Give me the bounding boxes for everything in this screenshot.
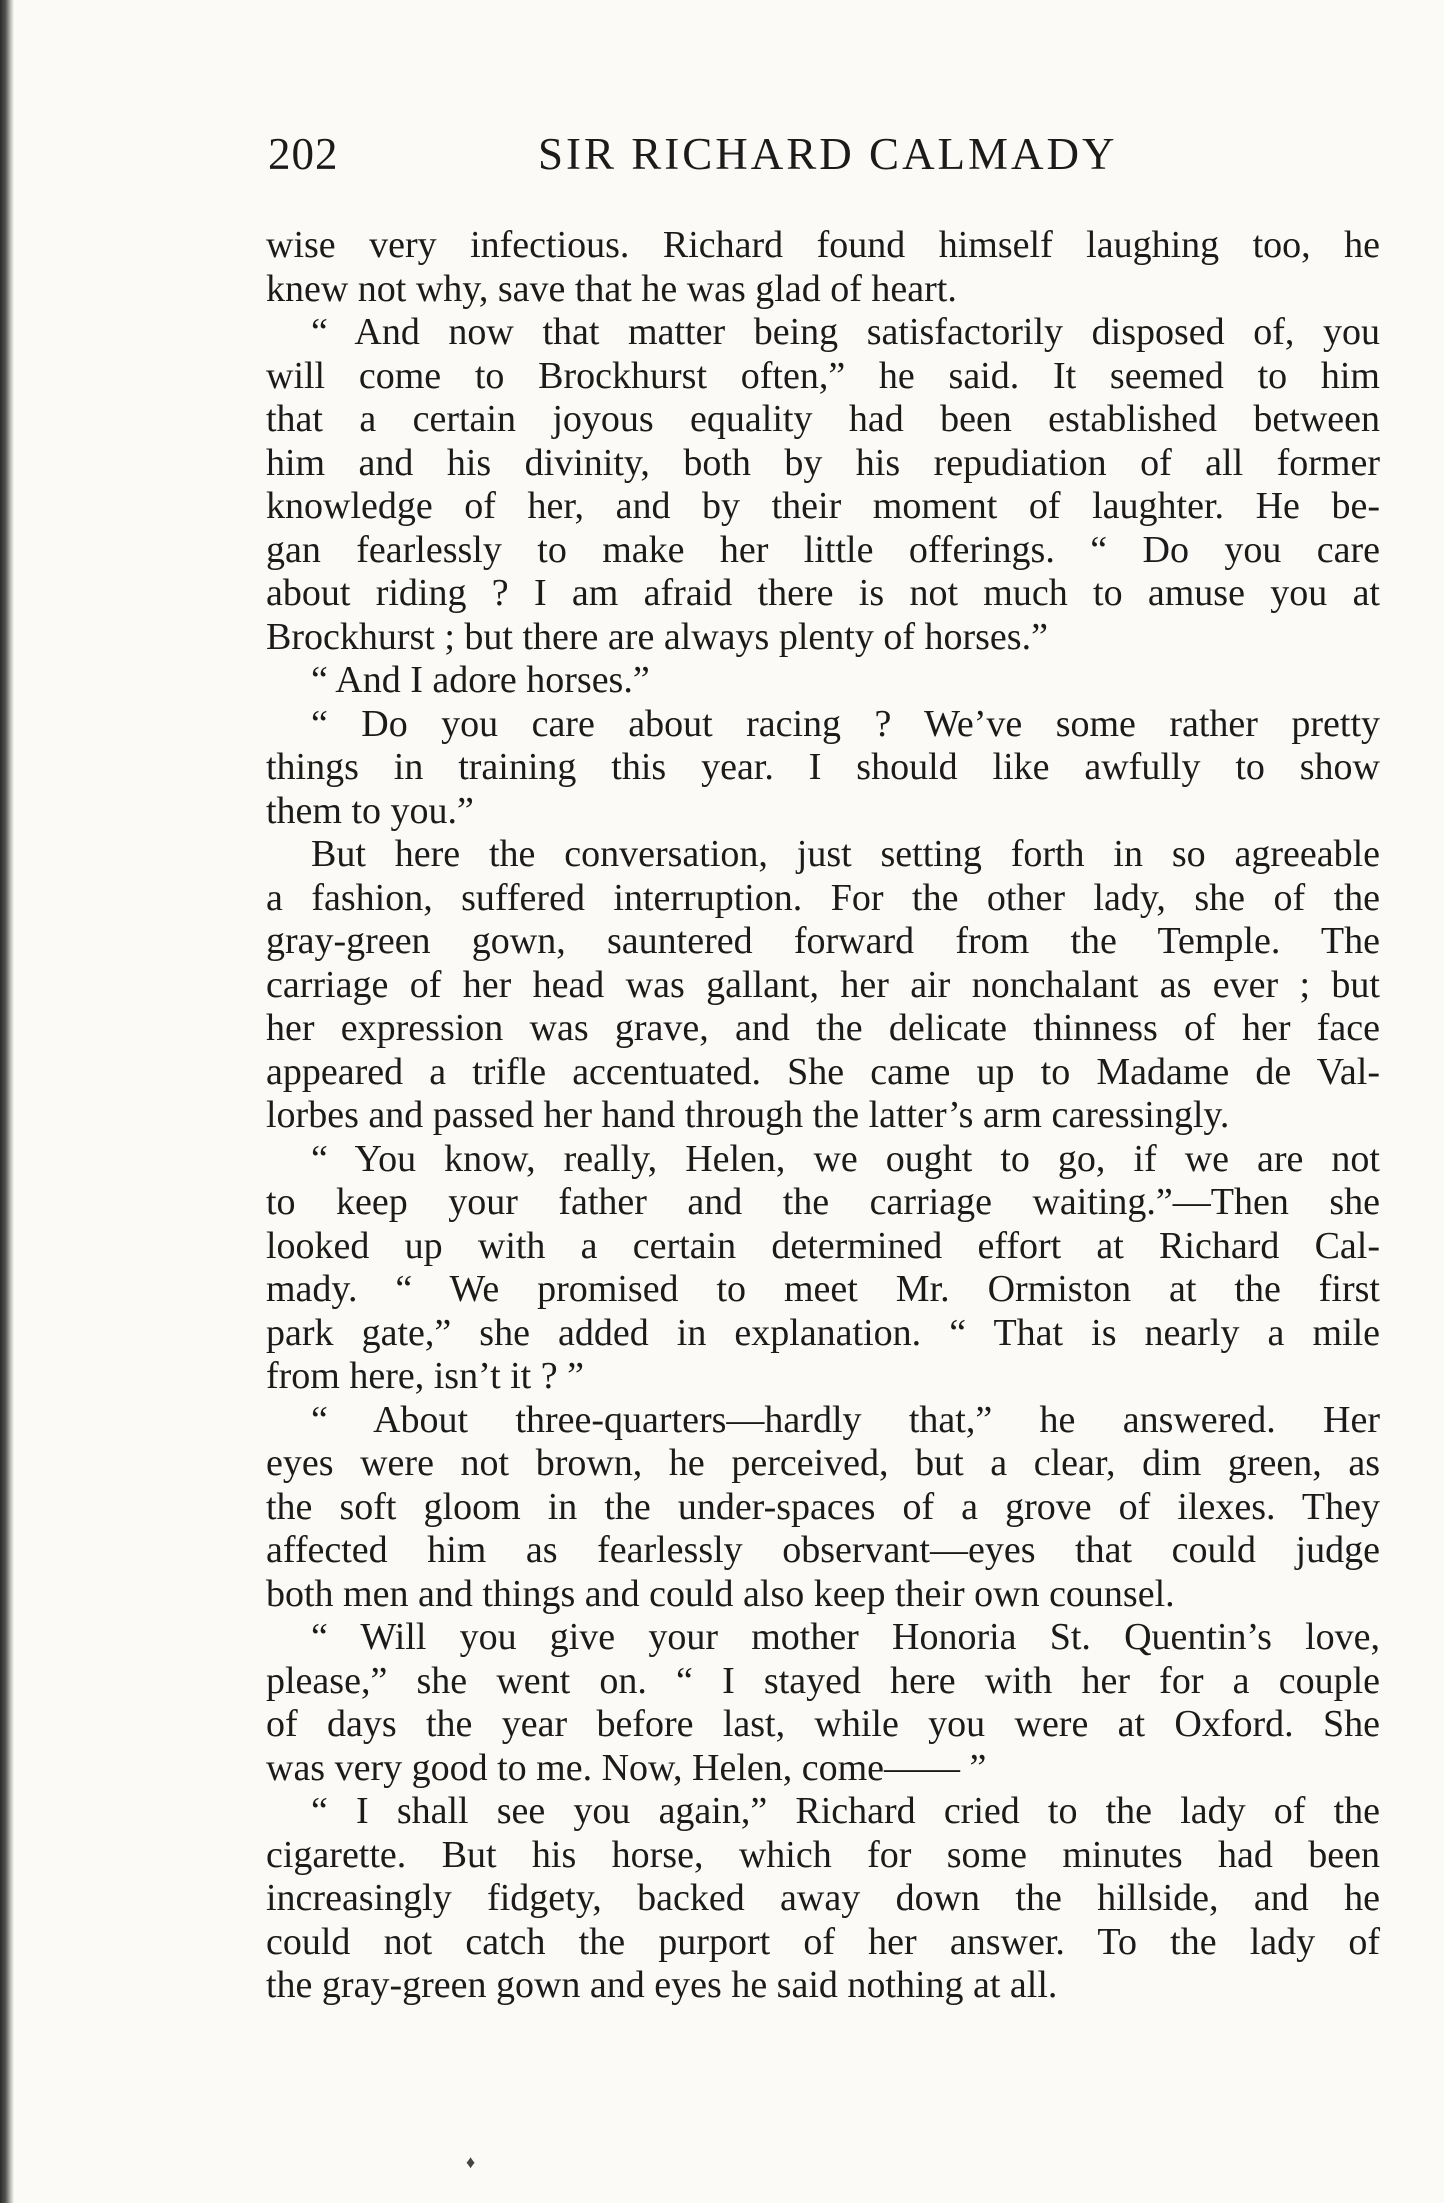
text-line: of days the year before last, while you were at Oxford. She [266,1703,1380,1745]
text-line: a fashion, suffered interruption. For the other lady, she of the [266,876,1380,919]
text-line: cigarette. But his horse, which for some minutes had been [266,1833,1380,1876]
text-line: things in training this year. I should like awfully to show [266,746,1380,788]
text-line: carriage of her head was gallant, her air nonchalant as ever ; but [266,963,1380,1006]
text-line: him and his divinity, both by his repudiation of all former [266,441,1380,484]
text-line: increasingly fidgety, backed away down the hillside, and he [266,1877,1380,1919]
text-line: appeared a trifle accentuated. She came up to Madame de Val- [266,1050,1380,1093]
text-line: to keep your father and the carriage waiting.”—Then she [266,1181,1380,1223]
running-head [268,128,1380,184]
text-line: “ You know, really, Helen, we ought to go, if we are not [311,1137,1380,1180]
text-line: will come to Brockhurst often,” he said. It seemed to him [266,354,1380,397]
text-line: knowledge of her, and by their moment of laughter. He be- [266,485,1380,527]
text-line: her expression was grave, and the delicate thinness of her face [266,1007,1380,1049]
page-number: 202 [268,129,339,179]
text-line: gray-green gown, sauntered forward from the Temple. The [266,920,1380,962]
text-line: knew not why, save that he was glad of heart. [266,267,957,310]
text-line: wise very infectious. Richard found himself laughing too, he [266,224,1380,266]
text-line: “ And now that matter being satisfactorily disposed of, you [311,311,1380,353]
text-line: eyes were not brown, he perceived, but a clear, dim green, as [266,1442,1380,1484]
body-text [266,224,1380,2008]
text-line: “ And I adore horses.” [311,659,650,701]
text-line: “ About three-quarters—hardly that,” he answered. Her [311,1398,1380,1441]
text-line: that a certain joyous equality had been established between [266,398,1380,440]
printer-mark-icon: ♦ [466,2152,476,2172]
text-line: gan fearlessly to make her little offerings. “ Do you care [266,528,1380,571]
text-line: But here the conversation, just setting forth in so agreeable [311,833,1380,875]
text-line: lorbes and passed her hand through the latter’s arm caressingly. [266,1094,1230,1136]
text-line: park gate,” she added in explanation. “ That is nearly a mile [266,1311,1380,1354]
text-line: about riding ? I am afraid there is not much to amuse you at [266,572,1380,614]
book-title: SIR RICHARD CALMADY [538,129,1118,179]
book-spine-shadow [0,0,14,2203]
text-line: looked up with a certain determined effort at Richard Cal- [266,1224,1380,1267]
text-line: could not catch the purport of her answer. To the lady of [266,1920,1380,1963]
text-line: please,” she went on. “ I stayed here with her for a couple [266,1659,1380,1702]
text-line: mady. “ We promised to meet Mr. Ormiston at the first [266,1268,1380,1310]
text-line: was very good to me. Now, Helen, come—— ” [266,1746,987,1789]
text-line: “ Do you care about racing ? We’ve some rather pretty [311,702,1380,745]
text-line: “ Will you give your mother Honoria St. Quentin’s love, [311,1616,1380,1658]
text-line: affected him as fearlessly observant—eyes that could judge [266,1529,1380,1571]
text-line: from here, isn’t it ? ” [266,1355,584,1397]
text-line: Brockhurst ; but there are always plenty of horses.” [266,615,1048,658]
text-line: the gray-green gown and eyes he said nothing at all. [266,1964,1058,2006]
text-line: the soft gloom in the under-spaces of a grove of ilexes. They [266,1485,1380,1528]
text-line: them to you.” [266,789,474,832]
text-line: “ I shall see you again,” Richard cried to the lady of the [311,1790,1380,1832]
text-line: both men and things and could also keep their own counsel. [266,1572,1175,1615]
